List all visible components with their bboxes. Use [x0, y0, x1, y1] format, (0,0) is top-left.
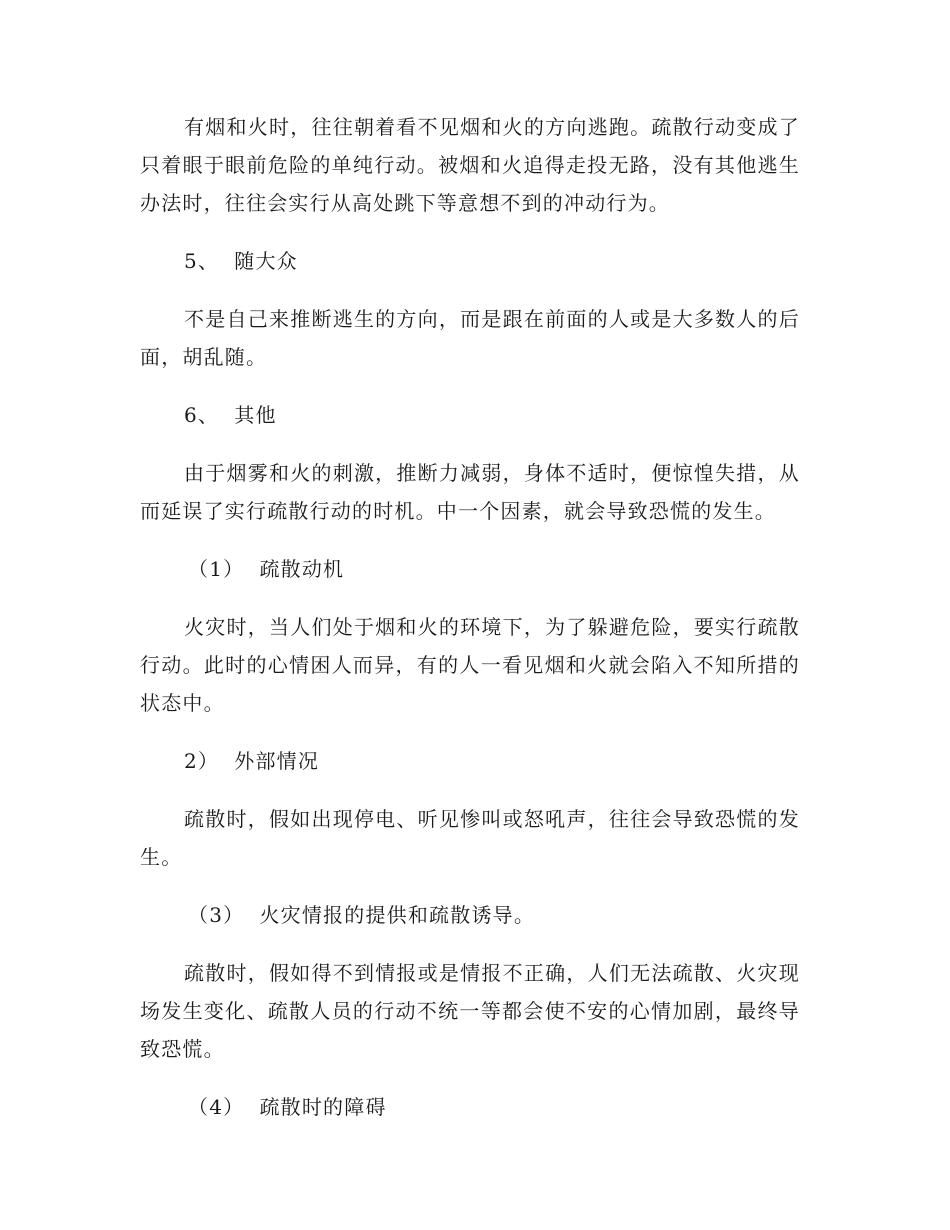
- paragraph-evacuation-motive: 火灾时，当人们处于烟和火的环境下，为了躲避危险，要实行疏散行动。此时的心情困人而异，有的人一看见烟和火就会陷入不知所措的状态中。: [140, 615, 800, 715]
- subsection-heading-evacuation-motive: （1） 疏散动机: [188, 557, 345, 581]
- subsection-heading-evacuation-obstacles: （4） 疏散时的障碍: [188, 1095, 387, 1119]
- paragraph-external-conditions: 疏散时，假如出现停电、听见惨叫或怒吼声，往往会导致恐慌的发生。: [140, 807, 800, 869]
- paragraph-fire-information: 疏散时，假如得不到情报或是情报不正确，人们无法疏散、火灾现场发生变化、疏散人员的行动不统一等都会使不安的心情加剧，最终导致恐慌。: [140, 961, 800, 1061]
- section-heading-other: 6、 其他: [184, 403, 277, 427]
- subsection-heading-fire-information: （3） 火灾情报的提供和疏散诱导。: [188, 903, 536, 927]
- document-body: [140, 108, 800, 1146]
- paragraph-escape-behavior: 有烟和火时，往往朝着看不见烟和火的方向逃跑。疏散行动变成了只着眼于眼前危险的单纯行动。被烟和火追得走投无路，没有其他逃生办法时，往往会实行从高处跳下等意想不到的冲动行为。: [140, 115, 800, 215]
- subsection-heading-external-conditions: 2） 外部情况: [184, 749, 320, 773]
- section-heading-follow-crowd: 5、 随大众: [184, 249, 298, 273]
- paragraph-follow-crowd: 不是自己来推断逃生的方向，而是跟在前面的人或是大多数人的后面，胡乱随。: [140, 307, 800, 369]
- paragraph-other: 由于烟雾和火的刺激，推断力减弱，身体不适时，便惊惶失措，从而延误了实行疏散行动的时机。中一个因素，就会导致恐慌的发生。: [140, 461, 800, 523]
